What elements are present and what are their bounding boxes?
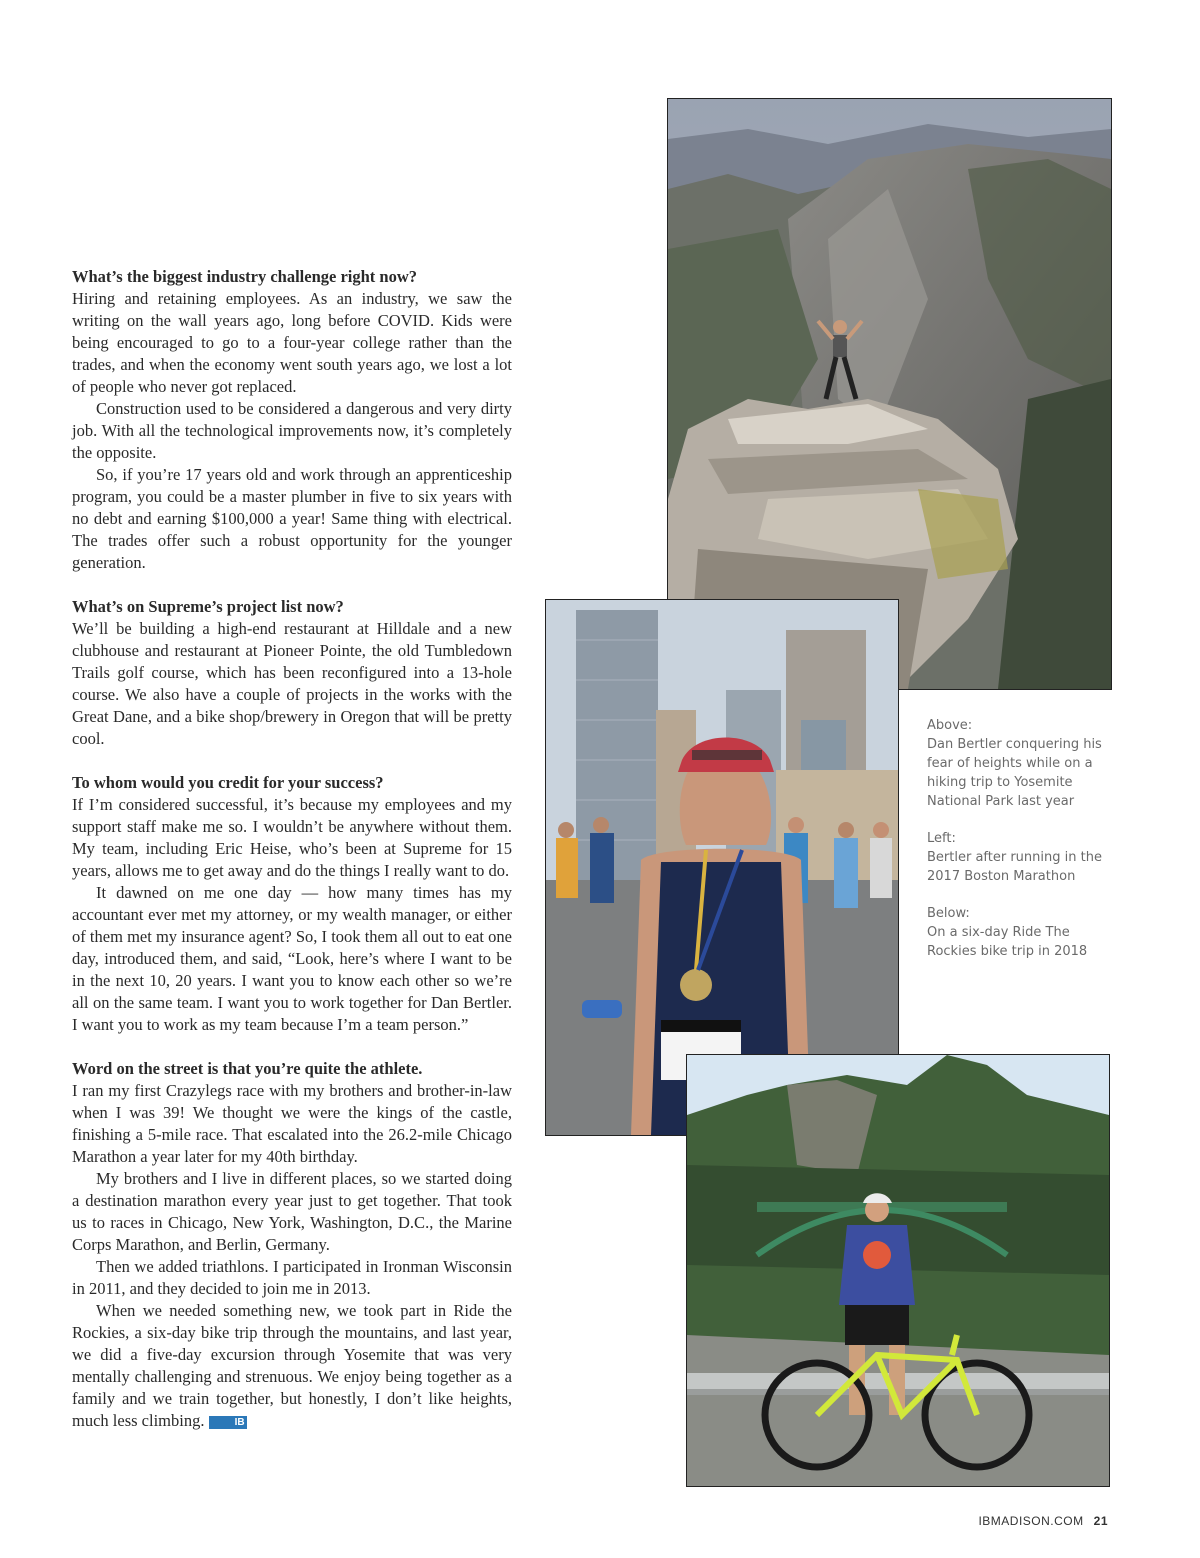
caption-above bbox=[927, 716, 1117, 811]
paragraph: If I’m considered successful, it’s because my employees and my support staff make me so. I wouldn’t be anywhere without them. My team, including Eric Heise, who’s been at Supreme for 15 years, allows me to get away and do the things I really want to do. bbox=[72, 795, 512, 880]
bike-trip-illustration bbox=[687, 1055, 1109, 1486]
caption-label: Left: bbox=[927, 831, 956, 846]
paragraph: My brothers and I live in different places, so we started doing a destination marathon every year just to get together. That took us to races in Chicago, New York, Washington, D.C., the Marine Corps Marathon, and Berlin, Germany. bbox=[72, 1169, 512, 1254]
paragraph: So, if you’re 17 years old and work through an apprenticeship program, you could be a master plumber in five to six years with no debt and earning $100,000 a year! Same thing with electrical. The trades offer such a robust opportunity for the younger generation. bbox=[72, 465, 512, 572]
section-heading-athlete: Word on the street is that you’re quite the athlete. bbox=[72, 1059, 423, 1078]
page-footer bbox=[978, 1514, 1108, 1528]
paragraph: We’ll be building a high-end restaurant at Hilldale and a new clubhouse and restaurant at Pioneer Pointe, the old Tumbledown Trails golf course, which has been reconfigured into a 13-hole course. We also have a couple of projects in the works with the Great Dane, and a bike shop/brewery in Oregon that will be pretty cool. bbox=[72, 619, 512, 748]
paragraph: Hiring and retaining employees. As an industry, we saw the writing on the wall years ago, long before COVID. Kids were being encouraged to go to a four-year college rather than the trades, and when the economy went south years ago, we lost a lot of people who never got replaced. bbox=[72, 289, 512, 396]
caption-text: Bertler after running in the 2017 Boston Marathon bbox=[927, 850, 1102, 884]
paragraph: Construction used to be considered a dangerous and very dirty job. With all the technological improvements now, it’s completely the opposite. bbox=[72, 399, 512, 462]
page-number: 21 bbox=[1093, 1514, 1108, 1528]
photo-captions bbox=[927, 716, 1117, 979]
paragraph: Then we added triathlons. I participated in Ironman Wisconsin in 2011, and they decided to join me in 2013. bbox=[72, 1257, 512, 1298]
section-heading-industry-challenge: What’s the biggest industry challenge right now? bbox=[72, 267, 417, 286]
photo-ride-the-rockies bbox=[686, 1054, 1110, 1487]
caption-label: Below: bbox=[927, 906, 970, 921]
section-heading-success: To whom would you credit for your success? bbox=[72, 773, 384, 792]
article-column bbox=[72, 266, 512, 1432]
paragraph-text: When we needed something new, we took part in Ride the Rockies, a six-day bike trip through the mountains, and last year, we did a five-day excursion through Yosemite that was very mentally challenging and strenuous. We enjoy being together as a family and we train together, but honestly, I don’t like heights, much less climbing. bbox=[72, 1301, 512, 1430]
ib-end-mark: IB bbox=[209, 1416, 247, 1429]
paragraph: I ran my first Crazylegs race with my brothers and brother-in-law when I was 39! We thought we were the kings of the castle, finishing a 5-mile race. That escalated into the 26.2-mile Chicago Marathon a year later for my 40th birthday. bbox=[72, 1081, 512, 1166]
caption-below bbox=[927, 904, 1117, 961]
caption-text: Dan Bertler conquering his fear of heights while on a hiking trip to Yosemite National Park last year bbox=[927, 737, 1102, 809]
section-heading-project-list: What’s on Supreme’s project list now? bbox=[72, 597, 344, 616]
paragraph: It dawned on me one day — how many times has my accountant ever met my attorney, or my wealth manager, or either of them met my insurance agent? So, I took them all out to eat one day, introduced them, and said, “Look, here’s where I want to be in the next 10, 20 years. I want you to know each other so we’re all on the same team. I want you to work together for Dan Bertler. I want you to work as my team because I’m a team person.” bbox=[72, 883, 512, 1034]
caption-text: On a six-day Ride The Rockies bike trip in 2018 bbox=[927, 925, 1088, 959]
paragraph bbox=[72, 1300, 512, 1432]
caption-label: Above: bbox=[927, 718, 973, 733]
caption-left bbox=[927, 829, 1117, 886]
site-name: IBMADISON.COM bbox=[978, 1514, 1084, 1528]
